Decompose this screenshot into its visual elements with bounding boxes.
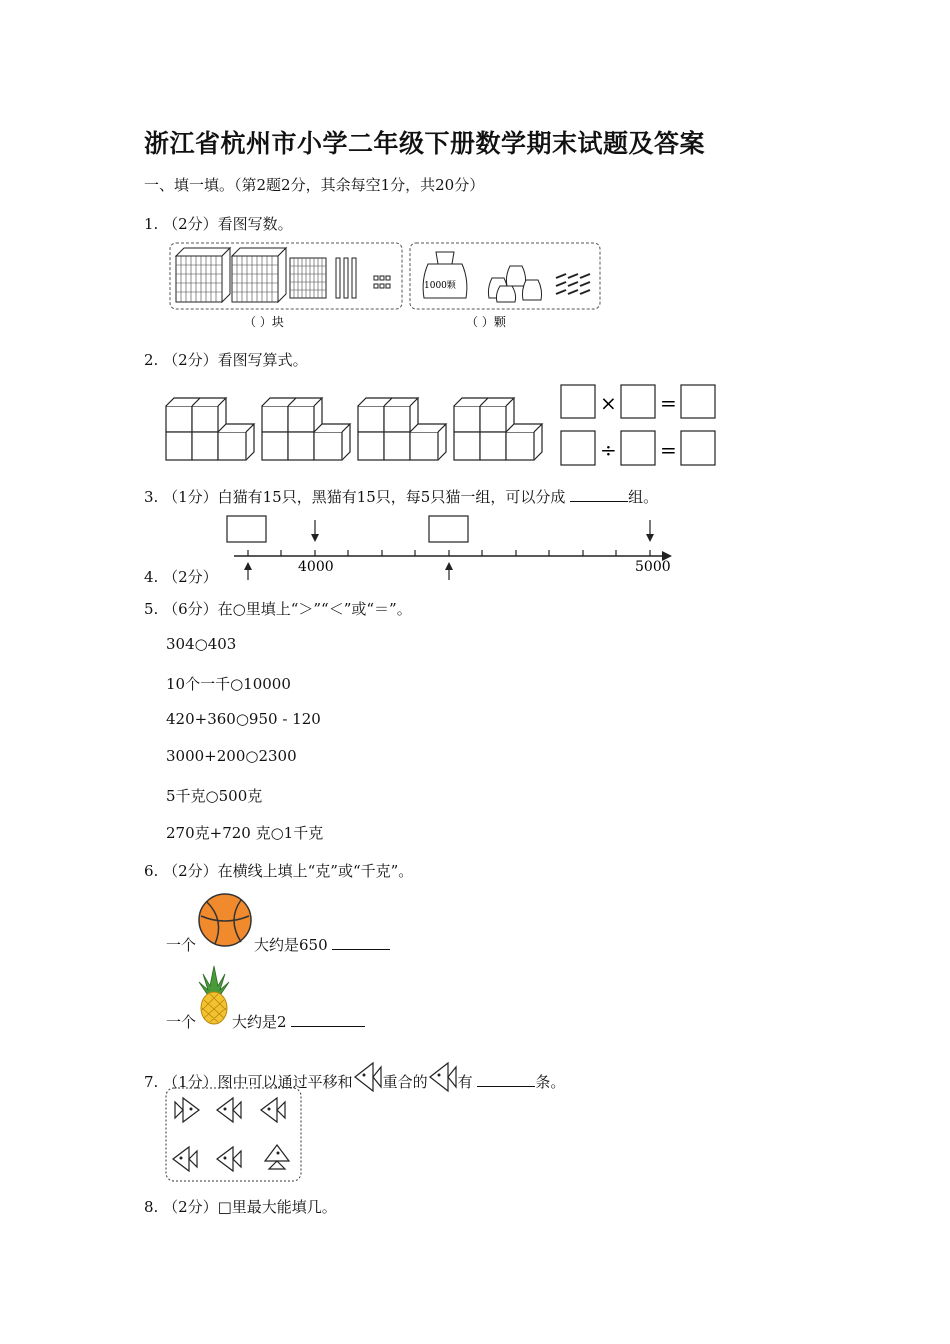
q6-pine-text — [232, 1011, 365, 1032]
q6-ball-blank[interactable] — [332, 935, 390, 950]
question-2: 2. （2分）看图写算式。 — [144, 351, 308, 369]
bag-label: 1000颗 — [424, 281, 456, 291]
divide-sign: ÷ — [600, 438, 617, 462]
fish-icon — [173, 1147, 197, 1171]
q6-pine-prefix: 一个 — [166, 1013, 197, 1031]
q1-figure — [166, 240, 606, 332]
q6-pine-blank[interactable] — [291, 1012, 365, 1027]
fish-icon — [217, 1147, 241, 1171]
q5-item-5: 5千克○500克 — [166, 787, 263, 805]
tick-5000: 5000 — [635, 559, 671, 575]
question-6: 6. （2分）在横线上填上“克”或“千克”。 — [144, 862, 414, 880]
number-line-box-2[interactable] — [429, 516, 468, 542]
q6-ball-suffix: 大约是650 — [254, 936, 333, 954]
fish-icon — [353, 1061, 383, 1093]
q7-text-3: 有 — [457, 1073, 478, 1091]
q7-text-4: 条。 — [535, 1073, 566, 1091]
q6-pine-suffix: 大约是2 — [232, 1013, 292, 1031]
question-5: 5. （6分）在○里填上“＞”“＜”或“＝”。 — [144, 600, 412, 618]
question-1: 1. （2分）看图写数。 — [144, 215, 293, 233]
section-heading: 一、填一填。（第2题2分，其余每空1分，共20分） — [144, 176, 485, 194]
q3-answer-blank[interactable] — [570, 487, 628, 502]
q5-item-4: 3000+200○2300 — [166, 747, 297, 765]
fish-icon — [217, 1098, 241, 1122]
question-4: 4. （2分） — [144, 568, 218, 586]
q5-item-2: 10个一千○10000 — [166, 675, 291, 693]
page-title: 浙江省杭州市小学二年级下册数学期末试题及答案 — [144, 129, 706, 158]
q7-fish-grid — [165, 1087, 303, 1183]
fish-icon — [261, 1098, 285, 1122]
q2-figure — [162, 380, 722, 472]
question-3 — [144, 486, 658, 507]
q7-answer-blank[interactable] — [477, 1072, 535, 1087]
fish-icon — [428, 1061, 458, 1093]
number-line — [220, 512, 680, 582]
q5-item-6: 270克+720 克○1千克 — [166, 824, 324, 842]
pineapple-icon — [197, 964, 231, 1026]
tick-4000: 4000 — [298, 559, 334, 575]
q6-ball-text — [254, 934, 390, 955]
q5-item-3: 420+360○950 - 120 — [166, 710, 321, 728]
equals-sign-1: = — [660, 391, 677, 415]
question-3-text: 3. （1分）白猫有15只，黑猫有15只，每5只猫一组，可以分成 — [144, 488, 571, 506]
q6-ball-prefix: 一个 — [166, 936, 197, 954]
question-8: 8. （2分）□里最大能填几。 — [144, 1198, 337, 1216]
number-line-box-1[interactable] — [227, 516, 266, 542]
basketball-icon — [197, 892, 253, 948]
q7-text-2: 重合的 — [382, 1073, 428, 1091]
q1-label-right: （ ）颗 — [466, 315, 506, 329]
q7-text-1: 7. （1分）图中可以通过平移和 — [144, 1073, 353, 1091]
question-3-suffix: 组。 — [628, 488, 659, 506]
q1-label-left: （ ）块 — [244, 315, 284, 329]
equals-sign-2: = — [660, 438, 677, 462]
q5-item-1: 304○403 — [166, 635, 237, 653]
multiply-sign: × — [600, 391, 617, 415]
